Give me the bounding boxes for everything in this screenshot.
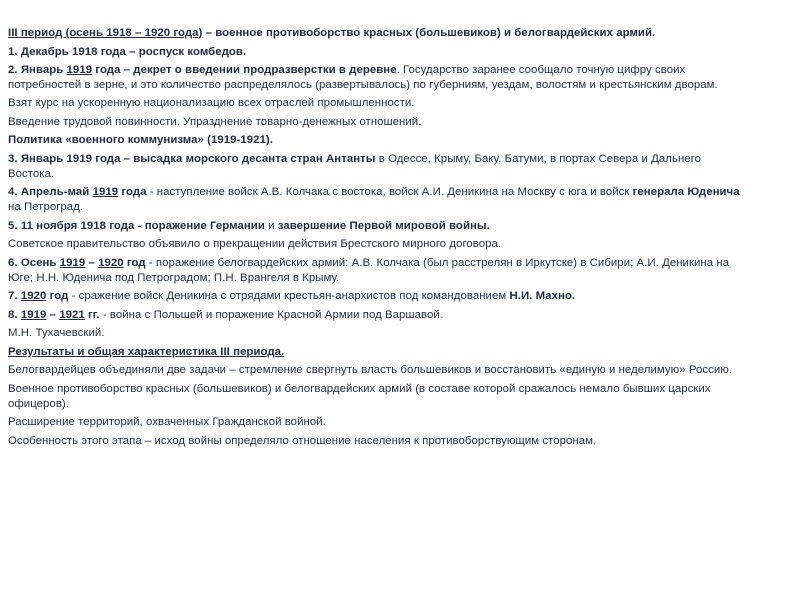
text-run: завершение Первой мировой войны. <box>277 219 490 232</box>
text-run: 1919 <box>20 308 47 321</box>
text-run: 4. Апрель-май <box>8 186 93 199</box>
text-run: 1919 <box>66 64 93 76</box>
text-run: 3. Январь 1919 года – высадка морского десанта стран Антанты <box>8 152 376 165</box>
text-run: 7. <box>8 290 21 303</box>
text-paragraph <box>8 326 746 341</box>
text-paragraph <box>8 96 746 111</box>
text-run: гг. <box>84 308 100 321</box>
text-run: года – декрет о введении продразверстки в деревне <box>92 64 397 76</box>
text-run: III период (осень 1918 – 1920 года) <box>8 27 203 39</box>
text-paragraph <box>8 152 746 182</box>
text-run: Н.И. Махно. <box>509 290 576 303</box>
text-run: год <box>46 290 69 303</box>
text-run: на Петроград. <box>8 201 84 214</box>
text-run: Белогвардейцев объединяли две задачи – стремление свергнуть власть большевиков и восстановить «единую и неделимую» Россию. <box>8 364 733 377</box>
text-run: года <box>118 186 147 199</box>
text-run: Военное противоборство красных (большевиков) и белогвардейских армий (в составе которой сражалось немало бывших царских офицеров). <box>8 382 711 410</box>
text-paragraph <box>8 345 746 360</box>
text-run: в Одессе, Крыму, Баку, Батуми, в портах Севера и Дальнего Востока. <box>8 152 702 180</box>
text-run: - наступление войск А.В. Колчака с востока, войск А.И. Деникина на Москву с юга и войск <box>146 186 633 199</box>
text-paragraph <box>8 115 746 130</box>
text-run: периода. <box>229 345 285 358</box>
text-run: – <box>46 308 60 321</box>
text-run: – военное противоборство красных (большевиков) и белогвардейских армий. <box>202 27 656 39</box>
text-run: 1921 <box>59 308 85 321</box>
text-run: Результаты и общая характеристика <box>8 345 221 358</box>
text-run: 5. 11 ноября 1918 года - поражение Германии <box>8 219 265 232</box>
text-run: . Государство заранее сообщало точную цифру своих потребностей в зерне, и это количество распределялось (развертывалось) по губерниям, уездам, волостям и крестьянским дворам. <box>8 64 718 91</box>
text-run: Взят курс на ускоренную национализацию всех отраслей промышленности. <box>8 97 415 110</box>
text-run: - сражение войск Деникина с отрядами крестьян-анархистов под командованием <box>68 290 510 303</box>
text-run: – <box>85 256 99 269</box>
text-run: 1920 <box>98 256 124 269</box>
text-paragraph <box>8 289 746 304</box>
text-paragraph <box>8 63 746 93</box>
text-run: Расширение территорий, охваченных Гражданской войной. <box>8 416 326 429</box>
text-run: 6. Осень <box>8 256 60 269</box>
text-paragraph <box>8 308 746 323</box>
text-run: Политика «военного коммунизма» (1919-1921). <box>8 134 273 147</box>
text-run: год <box>123 256 146 269</box>
document-body <box>8 26 746 452</box>
text-run: 2. Январь <box>8 64 67 76</box>
text-run: III <box>220 345 230 358</box>
text-run: и <box>264 219 278 232</box>
text-run: 8. <box>8 308 21 321</box>
text-run: Советское правительство объявило о прекращении действия Брестского мирного договора. <box>8 238 502 251</box>
text-paragraph <box>8 45 746 60</box>
text-run: Особенность этого этапа – исход войны определяло отношение населения к противоборствующим сторонам. <box>8 434 597 447</box>
text-paragraph <box>8 133 746 148</box>
text-paragraph <box>8 256 746 286</box>
text-paragraph <box>8 415 746 430</box>
text-run: генерала Юденича <box>632 186 740 199</box>
text-paragraph <box>8 237 746 252</box>
text-run: - поражение белогвардейских армий: А.В. Колчака (был расстрелян в Иркутске) в Сибири; А.И. Деникина на Юге; Н.Н. Юденича под Петроградом; П.Н. Врангеля в Крыму. <box>8 256 730 284</box>
text-paragraph <box>8 434 746 449</box>
text-paragraph <box>8 382 746 412</box>
text-run: М.Н. Тухачевский. <box>8 327 105 340</box>
text-paragraph <box>8 219 746 234</box>
text-paragraph <box>8 185 746 215</box>
text-run: - война с Польшей и поражение Красной Армии под Варшавой. <box>99 308 443 321</box>
text-run: 1. Декабрь 1918 года – роспуск комбедов. <box>8 45 247 58</box>
text-run: 1919 <box>59 256 86 269</box>
text-paragraph <box>8 26 746 41</box>
text-run: 1919 <box>92 186 119 199</box>
text-run: 1920 <box>20 290 47 303</box>
text-paragraph <box>8 363 746 378</box>
text-run: Введение трудовой повинности. Упразднение товарно-денежных отношений. <box>8 115 422 128</box>
